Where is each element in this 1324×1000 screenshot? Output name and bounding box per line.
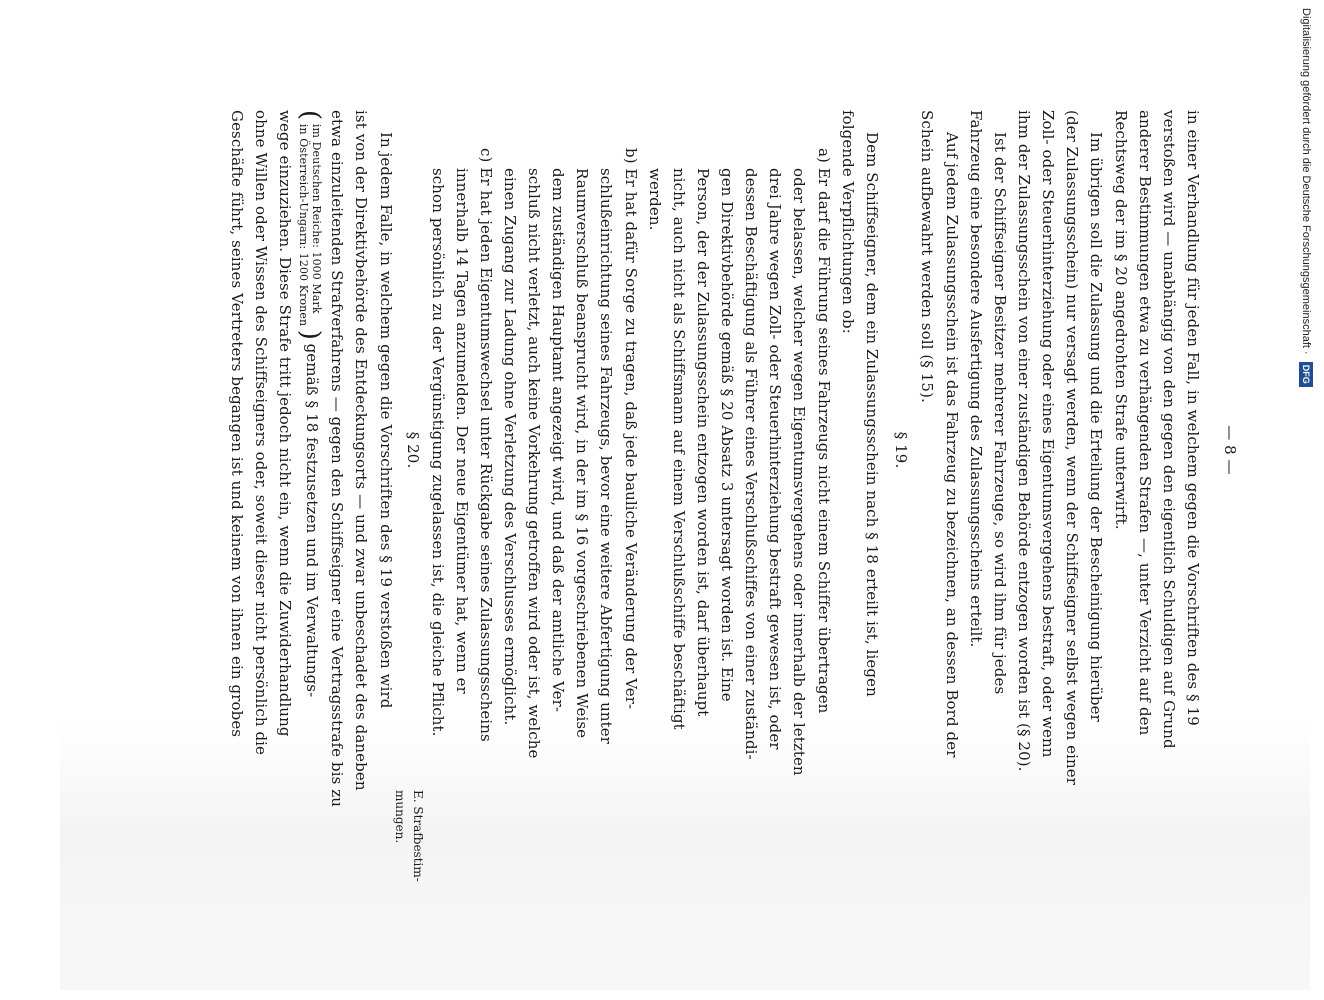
text-line: Rechtsweg der im § 20 angedrohten Strafe unterwirft. (1111, 110, 1130, 530)
text-line: oder belassen, welcher wegen Eigentumsvergehens oder innerhalb der letzten (790, 168, 809, 776)
rotated-text-block (150, 110, 1240, 808)
margin-heading (388, 790, 428, 950)
text-line: gemäß § 18 festzusetzen und im Verwaltungs- (303, 343, 322, 698)
text-line: Dem Schiffseigner, dem ein Zulassungsschein nach § 18 erteilt ist, liegen (862, 132, 881, 697)
text-line: Im übrigen soll die Zulassung und die Erteilung der Bescheinigung hierüber (1087, 132, 1106, 722)
text-line: gen Direktivbehörde gemäß § 20 Absatz 3 untersagt worden ist. Eine (718, 168, 737, 702)
text-line: ohne Willen oder Wissen des Schiffseigners oder, soweit dieser nicht persönlich die (252, 110, 271, 756)
text-line: dem zuständigen Hauptamt angezeigt wird, und daß der amtliche Ver- (549, 168, 568, 713)
text-line: schlußeinrichtung seines Fahrzeugs, bevor eine weitere Abfertigung unter (597, 168, 616, 745)
amount-reich: im Deutschen Reiche: 1000 Mark (310, 123, 324, 314)
text-line: anderer Bestimmungen etwa zu verhängenden Strafen —, unter Verzicht auf den (1135, 110, 1154, 736)
text-line: werden. (645, 168, 664, 231)
text-line: etwa einzuleitenden Strafverfahrens — gegen den Schiffseigner eine Vertragsstrafe bis zu (328, 110, 347, 808)
text-line: schluß nicht verletzt, auch keine Vorkehrung getroffen wird oder ist, welche (525, 168, 544, 759)
digitization-note: Digitalisierung gefördert durch die Deutsche Forschungsgemeinschaft · (1300, 8, 1312, 355)
amount-brace: ( im Deutschen Reiche: 1000 Mark in Österreich-Ungarn: 1200 Kronen ) gemäß § 18 festzusetzen und im Verwaltungs- (295, 110, 326, 698)
margin-heading-line: mungen. (392, 790, 407, 844)
text-line: Fahrzeug eine besondere Ausfertigung des Zulassungsscheins erteilt. (966, 110, 985, 648)
section-heading-20: § 20. (404, 431, 423, 469)
text-line: In jedem Falle, in welchem gegen die Vorschriften des § 19 verstoßen wird (376, 132, 395, 709)
text-line: ist von der Direktivbehörde des Entdeckungsorts — und zwar unbeschadet des daneben (352, 110, 371, 791)
list-item-a: a) Er darf die Führung seines Fahrzeugs nicht einem Schiffer übertragen (814, 148, 833, 714)
text-line: Auf jedem Zulassungsschein ist das Fahrzeug zu bezeichnen, an dessen Bord der (942, 132, 961, 758)
dfg-logo: DFG (1299, 362, 1313, 387)
text-line: Zoll- oder Steuerhinterziehung oder eines Eigentumsvergehens bestraft, oder wenn (1039, 110, 1058, 758)
text-line: Ist der Schiffseigner Besitzer mehrerer Fahrzeuge, so wird ihm für jedes (990, 132, 1009, 695)
text-line: Raumverschluß beansprucht wird, in der im § 16 vorgeschriebenen Weise (573, 168, 592, 739)
list-item-b: b) Er hat dafür Sorge zu tragen, daß jede bauliche Veränderung der Ver- (621, 148, 640, 710)
text-line: wege einzuziehen. Diese Strafe tritt jedoch nicht ein, wenn die Zuwiderhandlung (276, 110, 295, 737)
text-line: nicht, auch nicht als Schiffsmann auf einem Verschlußschiffe beschäftigt (669, 168, 688, 730)
text-line: ihm der Zulassungsschein von einer zuständigen Behörde entzogen worden ist (§ 20). (1015, 110, 1033, 772)
text-line: einen Zugang zur Ladung ohne Verletzung des Verschlusses ermöglicht. (500, 168, 519, 726)
text-line: Geschäfte führt, seines Vertreters begangen ist und keinem von ihnen ein grobes (228, 110, 247, 738)
text-line: drei Jahre wegen Zoll- oder Steuerhinterziehung bestraft gewesen ist, oder (766, 168, 785, 750)
text-line: (der Zulassungsschein) nur versagt werden, wenn der Schiffseigner selbst wegen einer (1063, 110, 1082, 785)
section-heading-19: § 19. (891, 431, 910, 469)
digitization-banner (1292, 8, 1322, 408)
margin-heading-line: E. Strafbestim- (410, 790, 425, 882)
text-line: dessen Beschäftigung als Führer eines Verschlußschiffes von einer zuständi- (742, 168, 761, 760)
text-line: in einer Verhandlung für jeden Fall, in welchem gegen die Vorschriften des § 19 (1183, 110, 1202, 726)
text-line: folgende Verpflichtungen ob: (838, 110, 857, 334)
text-line: verstoßen wird — unabhängig von den gegen den eigentlich Schuldigen auf Grund (1159, 110, 1178, 749)
list-item-c: c) Er hat jeden Eigentumswechsel unter Rückgabe seines Zulassungsscheins (476, 148, 495, 742)
text-line: Schein aufbewahrt werden soll (§ 15). (918, 110, 937, 403)
text-line: Person, der der Zulassungsschein entzogen worden ist, darf überhaupt (693, 168, 712, 717)
text-line: innerhalb 14 Tagen anzumelden. Der neue Eigentümer hat, wenn er (452, 168, 471, 694)
page-number: — 8 — (1221, 425, 1239, 475)
amount-austria: in Österreich-Ungarn: 1200 Kronen (297, 123, 311, 327)
text-line: schon persönlich zu der Vergünstigung zugelassen ist, die gleiche Pflicht. (428, 168, 447, 737)
